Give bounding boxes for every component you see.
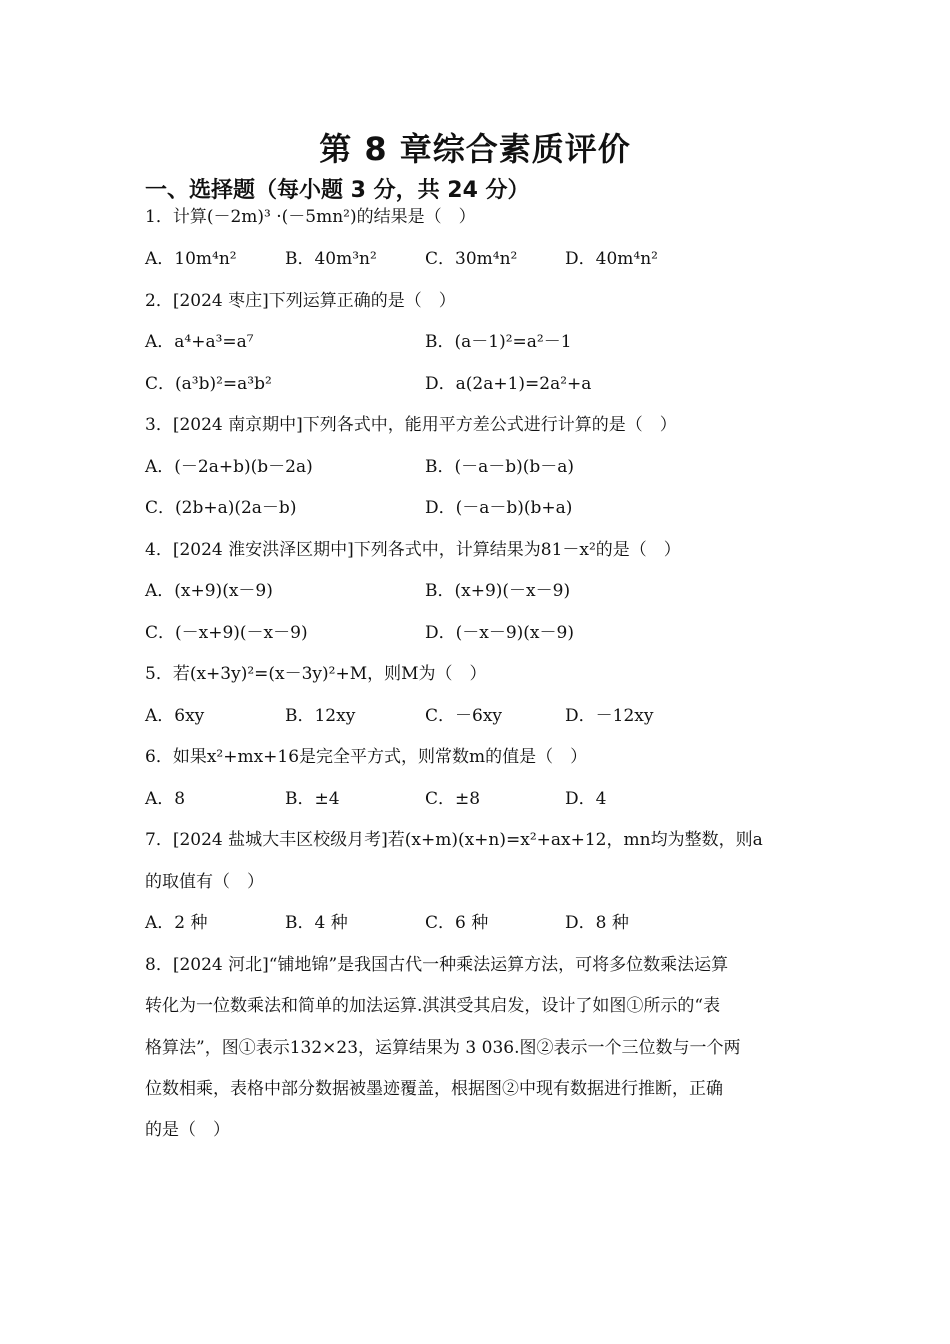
question-4-option-c: C．(－x+9)(－x－9) <box>145 623 308 643</box>
question-5-option-a: A．6xy <box>145 706 205 726</box>
question-8-line-4: 位数相乘，表格中部分数据被墨迹覆盖，根据图②中现有数据进行推断，正确 <box>145 1079 723 1099</box>
question-6-option-b: B．±4 <box>285 789 340 809</box>
question-4-option-b: B．(x+9)(－x－9) <box>425 581 571 601</box>
question-2-stem: 2．[2024 枣庄]下列运算正确的是（ ） <box>145 291 456 311</box>
question-2-option-b: B．(a－1)²=a²－1 <box>425 332 572 352</box>
question-8-line-1: 8．[2024 河北]“铺地锦”是我国古代一种乘法运算方法，可将多位数乘法运算 <box>145 955 729 975</box>
question-1-option-a: A．10m⁴n² <box>145 249 237 269</box>
question-5-option-b: B．12xy <box>285 706 356 726</box>
question-6-option-c: C．±8 <box>425 789 481 809</box>
question-4-option-a: A．(x+9)(x－9) <box>145 581 273 601</box>
question-5-stem: 5．若(x+3y)²=(x－3y)²+M，则M为（ ） <box>145 664 487 684</box>
question-4-option-d: D．(－x－9)(x－9) <box>425 623 574 643</box>
question-7-option-b: B．4 种 <box>285 913 348 933</box>
question-3-stem: 3．[2024 南京期中]下列各式中，能用平方差公式进行计算的是（ ） <box>145 415 677 435</box>
question-7-option-a: A．2 种 <box>145 913 208 933</box>
question-7-stem-line-2: 的取值有（ ） <box>145 872 264 892</box>
page-title: 第 8 章综合素质评价 <box>319 130 631 168</box>
question-3-option-c: C．(2b+a)(2a－b) <box>145 498 297 518</box>
question-1-stem: 1．计算(－2m)³ ·(－5mn²)的结果是（ ） <box>145 207 476 227</box>
question-2-option-a: A．a⁴+a³=a⁷ <box>145 332 254 352</box>
question-8-line-5: 的是（ ） <box>145 1120 230 1140</box>
question-7-option-c: C．6 种 <box>425 913 489 933</box>
question-1-option-b: B．40m³n² <box>285 249 377 269</box>
question-8-line-2: 转化为一位数乘法和简单的加法运算.淇淇受其启发，设计了如图①所示的“表 <box>145 996 721 1016</box>
question-2-option-c: C．(a³b)²=a³b² <box>145 374 272 394</box>
question-3-option-b: B．(－a－b)(b－a) <box>425 457 575 477</box>
question-7-stem-line-1: 7．[2024 盐城大丰区校级月考]若(x+m)(x+n)=x²+ax+12，mn均为整数，则a <box>145 830 763 850</box>
question-7-option-d: D．8 种 <box>565 913 629 933</box>
question-1-option-c: C．30m⁴n² <box>425 249 518 269</box>
question-2-option-d: D．a(2a+1)=2a²+a <box>425 374 592 394</box>
question-6-option-a: A．8 <box>145 789 186 809</box>
question-6-option-d: D．4 <box>565 789 607 809</box>
question-5-option-c: C．－6xy <box>425 706 503 726</box>
question-8-line-3: 格算法”，图①表示132×23，运算结果为 3 036.图②表示一个三位数与一个两 <box>145 1038 741 1058</box>
question-6-stem: 6．如果x²+mx+16是完全平方式，则常数m的值是（ ） <box>145 747 588 767</box>
question-3-option-d: D．(－a－b)(b+a) <box>425 498 573 518</box>
question-4-stem: 4．[2024 淮安洪泽区期中]下列各式中，计算结果为81－x²的是（ ） <box>145 540 681 560</box>
question-1-option-d: D．40m⁴n² <box>565 249 658 269</box>
question-5-option-d: D．－12xy <box>565 706 654 726</box>
section-heading: 一、选择题（每小题 3 分，共 24 分） <box>145 178 530 203</box>
question-3-option-a: A．(－2a+b)(b－2a) <box>145 457 313 477</box>
